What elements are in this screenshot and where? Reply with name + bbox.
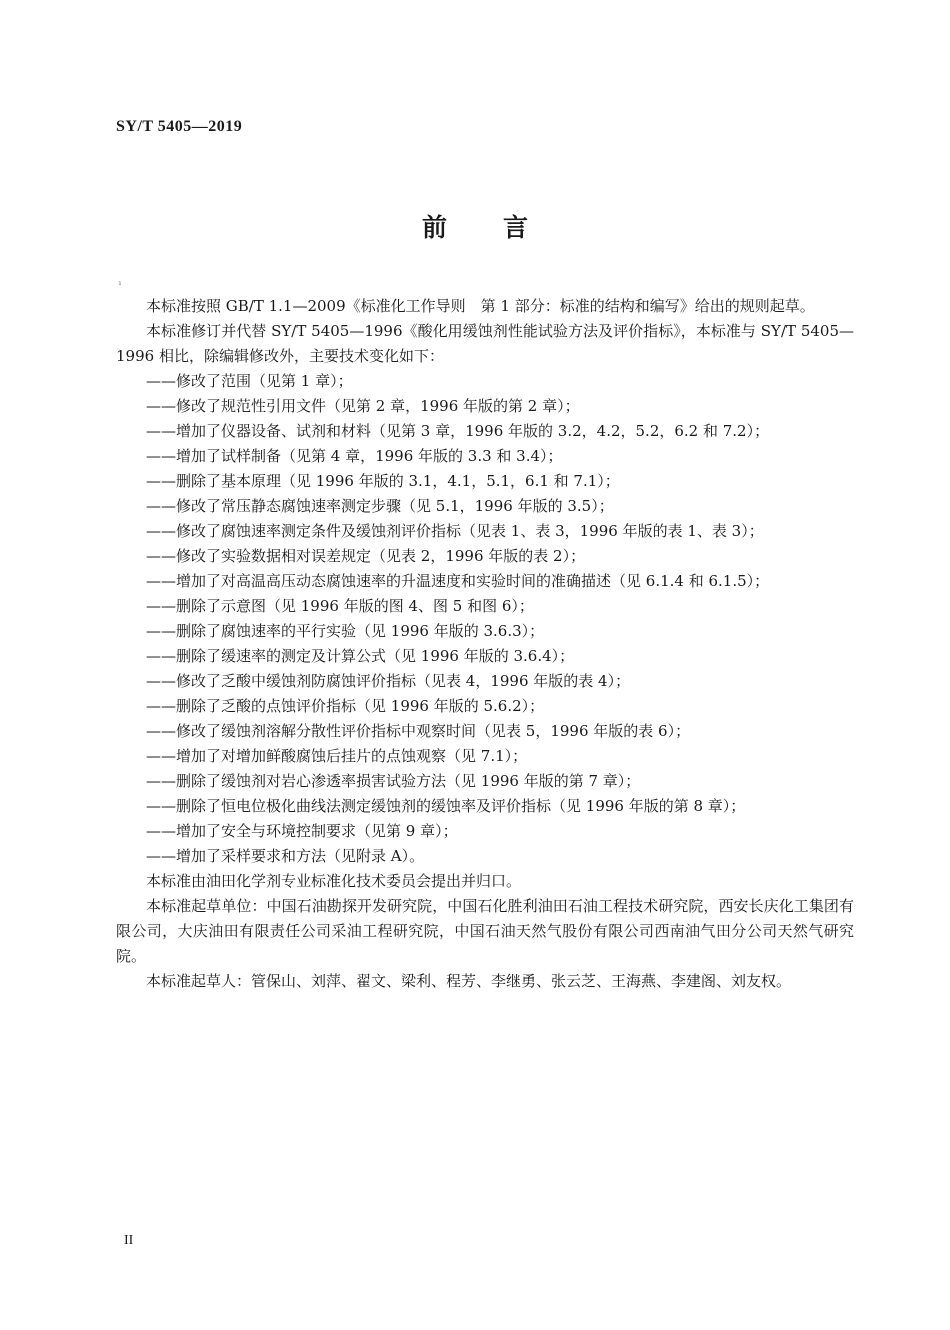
list-item: ——修改了规范性引用文件（见第 2 章，1996 年版的第 2 章）； bbox=[146, 397, 580, 415]
drafting-units-paragraph: 本标准起草单位：中国石油勘探开发研究院，中国石化胜利油田石油工程技术研究院，西安长庆化工集团有限公司，大庆油田有限责任公司采油工程研究院，中国石油天然气股份有限公司西南油气田分公司天然气研究院。 bbox=[116, 897, 854, 965]
intro-paragraph-replaces: 本标准修订并代替 SY/T 5405—1996《酸化用缓蚀剂性能试验方法及评价指标》，本标准与 SY/T 5405—1996 相比，除编辑修改外，主要技术变化如下： bbox=[116, 322, 854, 365]
list-item: ——修改了实验数据相对误差规定（见表 2，1996 年版的表 2）； bbox=[146, 547, 586, 565]
page-number: II bbox=[124, 1233, 134, 1248]
list-item: ——删除了基本原理（见 1996 年版的 3.1，4.1，5.1，6.1 和 7.1）； bbox=[146, 472, 620, 490]
list-item: ——删除了乏酸的点蚀评价指标（见 1996 年版的 5.6.2）； bbox=[146, 697, 545, 715]
list-item: ——增加了对增加鲜酸腐蚀后挂片的点蚀观察（见 7.1）； bbox=[146, 747, 528, 765]
list-item: ——删除了示意图（见 1996 年版的图 4、图 5 和图 6）； bbox=[146, 597, 534, 615]
intro-paragraph-gbt: 本标准按照 GB/T 1.1—2009《标准化工作导则 第 1 部分：标准的结构和编写》给出的规则起草。 bbox=[146, 297, 815, 315]
list-item: ——删除了恒电位极化曲线法测定缓蚀剂的缓蚀率及评价指标（见 1996 年版的第 8 章）； bbox=[146, 797, 746, 815]
list-item: ——增加了仪器设备、试剂和材料（见第 3 章，1996 年版的 3.2，4.2，5.2，6.2 和 7.2）； bbox=[146, 422, 770, 440]
page-title: 前言 bbox=[421, 213, 584, 242]
changes-list bbox=[116, 369, 854, 869]
list-item: ——增加了安全与环境控制要求（见第 9 章）； bbox=[146, 822, 458, 840]
list-item: ——修改了乏酸中缓蚀剂防腐蚀评价指标（见表 4，1996 年版的表 4）； bbox=[146, 672, 631, 690]
list-item: ——增加了对高温高压动态腐蚀速率的升温速度和实验时间的准确描述（见 6.1.4 和 6.1.5）； bbox=[146, 572, 770, 590]
list-item: ——修改了常压静态腐蚀速率测定步骤（见 5.1，1996 年版的 3.5）； bbox=[146, 497, 614, 515]
foreword-body bbox=[116, 294, 854, 994]
drafters-paragraph: 本标准起草人：管保山、刘萍、翟文、梁利、程芳、李继勇、张云芝、王海燕、李建阁、刘友权。 bbox=[146, 972, 792, 990]
list-item: ——增加了试样制备（见第 4 章，1996 年版的 3.3 和 3.4）； bbox=[146, 447, 563, 465]
list-item: ——删除了缓速率的测定及计算公式（见 1996 年版的 3.6.4）； bbox=[146, 647, 575, 665]
standard-code: SY/T 5405—2019 bbox=[116, 118, 243, 135]
list-item: ——删除了腐蚀速率的平行实验（见 1996 年版的 3.6.3）； bbox=[146, 622, 545, 640]
list-item: ——增加了采样要求和方法（见附录 A）。 bbox=[146, 847, 425, 865]
margin-mark: ı bbox=[119, 280, 121, 287]
committee-paragraph: 本标准由油田化学剂专业标准化技术委员会提出并归口。 bbox=[146, 872, 522, 890]
list-item: ——修改了缓蚀剂溶解分散性评价指标中观察时间（见表 5，1996 年版的表 6）； bbox=[146, 722, 691, 740]
list-item: ——删除了缓蚀剂对岩心渗透率损害试验方法（见 1996 年版的第 7 章）； bbox=[146, 772, 641, 790]
list-item: ——修改了腐蚀速率测定条件及缓蚀剂评价指标（见表 1、表 3，1996 年版的表 1、表 3）； bbox=[146, 522, 764, 540]
list-item: ——修改了范围（见第 1 章）； bbox=[146, 372, 353, 390]
